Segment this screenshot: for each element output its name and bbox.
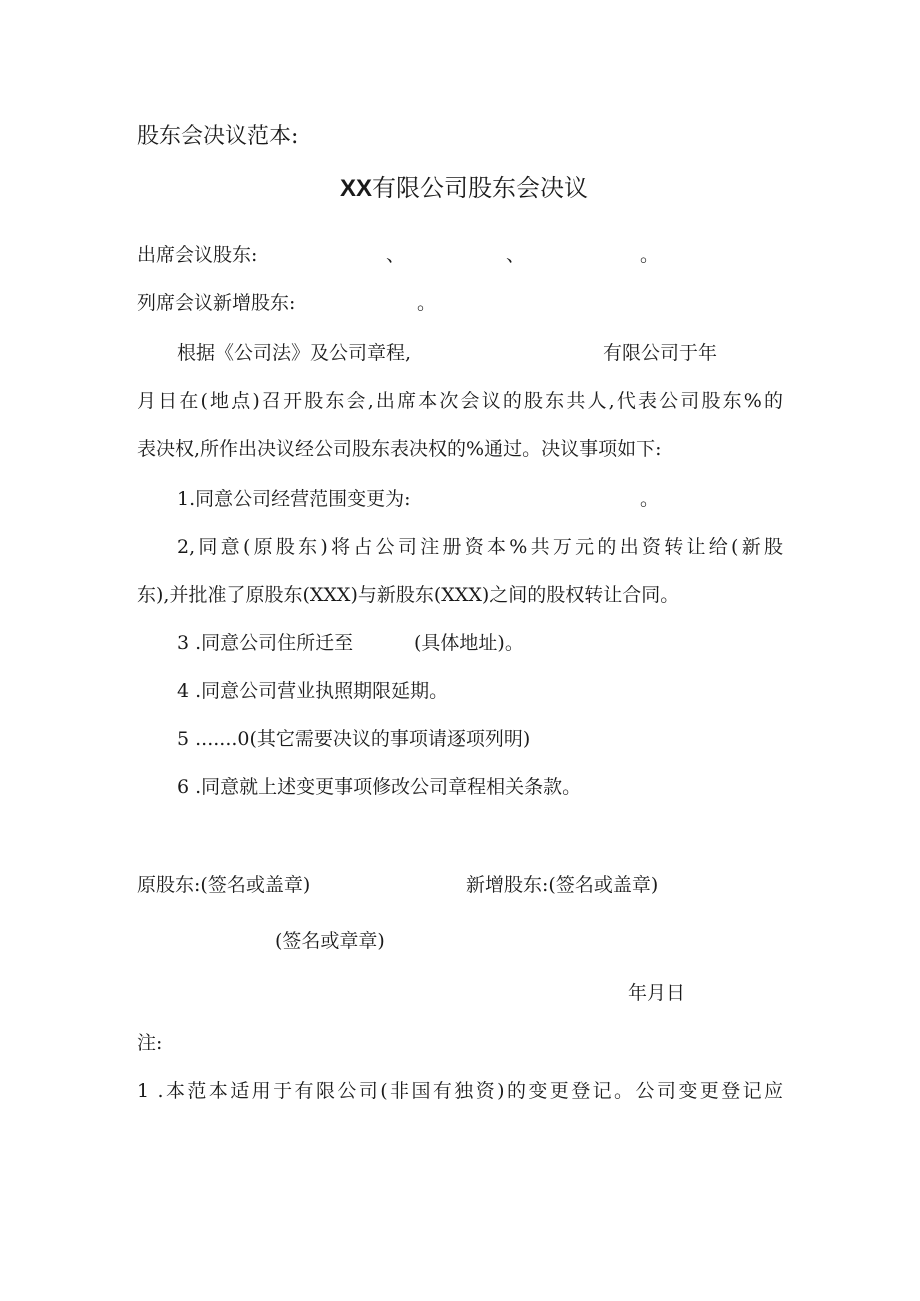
item-2-line-1: 2,同意(原股东)将占公司注册资本%共万元的出资转让给(新股 [177,536,783,558]
new-attendees-label: 列席会议新增股东: [137,292,296,314]
signature-new-shareholder: 新增股东:(签名或盖章) [466,874,659,896]
attendees-separator-1: 、 [386,244,406,266]
signature-date: 年月日 [628,982,686,1004]
notes-label: 注: [137,1032,163,1054]
intro-line-3: 表决权,所作出决议经公司股东表决权的%通过。决议事项如下: [137,438,662,460]
intro-line-2: 月日在(地点)召开股东会,出席本次会议的股东共人,代表公司股东%的 [137,390,783,412]
item-6-text: 6 .同意就上述变更事项修改公司章程相关条款。 [177,776,582,798]
document-title [340,172,588,205]
document-heading: 股东会决议范本: [137,124,299,149]
attendees-label: 出席会议股东: [137,244,258,266]
note-1: 1 .本范本适用于有限公司(非国有独资)的变更登记。公司变更登记应 [137,1080,783,1102]
item-5-text: 5 .......0(其它需要决议的事项请逐项列明) [177,728,531,750]
intro-part-1: 根据《公司法》及公司章程, [177,342,412,364]
item-1-text: 1.同意公司经营范围变更为: [177,488,411,510]
item-3-text: 3 .同意公司住所迁至 [177,632,354,654]
item-3-tail: (具体地址)。 [414,632,524,654]
new-attendees-end: 。 [417,292,437,314]
signature-extra: (签名或章章) [275,930,385,952]
title-rest: 有限公司股东会决议 [372,174,589,202]
attendees-separator-2: 、 [506,244,526,266]
intro-part-2: 有限公司于年 [603,342,718,364]
signature-original-shareholder: 原股东:(签名或盖章) [137,874,311,896]
item-4-text: 4 .同意公司营业执照期限延期。 [177,680,449,702]
title-prefix: XX [340,175,373,202]
attendees-end: 。 [640,244,660,266]
item-1-end: 。 [640,488,660,510]
item-2-line-2: 东),并批准了原股东(XXX)与新股东(XXX)之间的股权转让合同。 [137,584,680,606]
